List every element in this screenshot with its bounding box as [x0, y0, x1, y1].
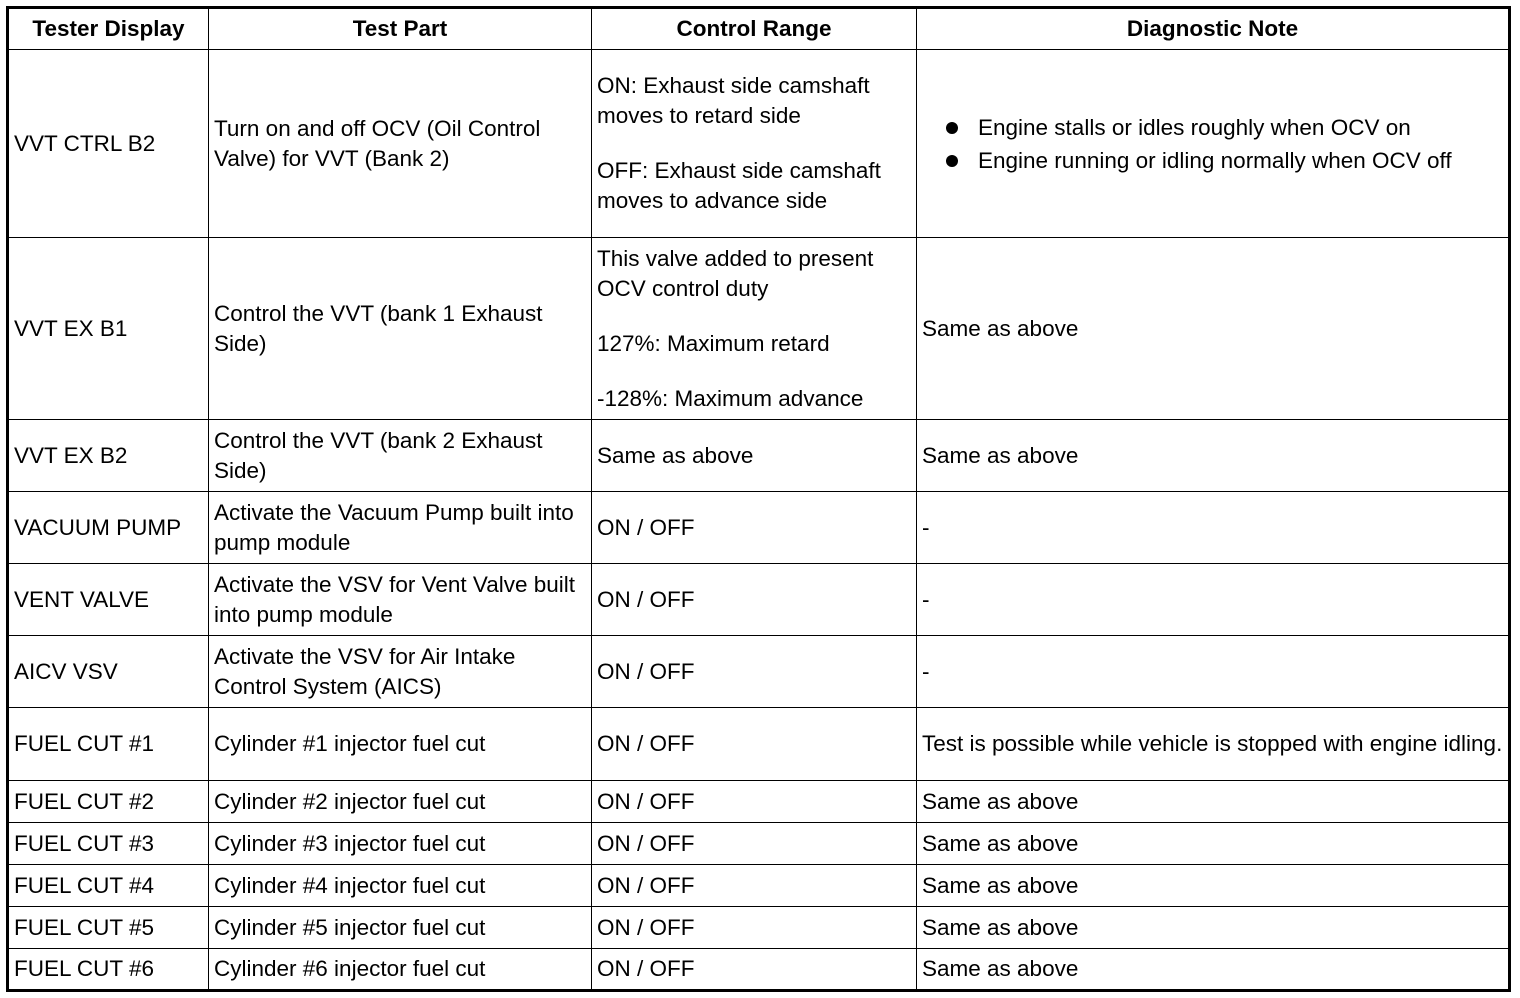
control-range-line: ON: Exhaust side camshaft moves to retard side — [597, 73, 870, 128]
table-row — [8, 865, 1510, 907]
active-test-table — [6, 6, 1511, 992]
tester-display-cell: FUEL CUT #6 — [8, 949, 209, 991]
control-range-cell: ON / OFF — [592, 865, 917, 907]
list-item — [940, 111, 1503, 144]
control-range-line: This valve added to present OCV control duty — [597, 245, 874, 301]
control-range-cell: ON / OFF — [592, 636, 917, 708]
list-item — [940, 144, 1503, 177]
control-range-cell — [592, 238, 917, 420]
control-range-cell: ON / OFF — [592, 708, 917, 781]
test-part-cell: Turn on and off OCV (Oil Control Valve) for VVT (Bank 2) — [209, 50, 592, 238]
control-range-cell: ON / OFF — [592, 949, 917, 991]
test-part-cell: Cylinder #3 injector fuel cut — [209, 823, 592, 865]
diagnostic-note-cell: Same as above — [917, 949, 1510, 991]
test-part-cell: Activate the VSV for Vent Valve built into pump module — [209, 564, 592, 636]
header-row — [8, 8, 1510, 50]
diagnostic-note-cell: Same as above — [917, 238, 1510, 420]
test-part-cell: Cylinder #6 injector fuel cut — [209, 949, 592, 991]
bullet-icon — [946, 122, 958, 134]
control-range-cell: ON / OFF — [592, 823, 917, 865]
diagnostic-note-list — [922, 111, 1503, 177]
control-range-cell: ON / OFF — [592, 564, 917, 636]
test-part-cell: Cylinder #1 injector fuel cut — [209, 708, 592, 781]
header-control-range: Control Range — [592, 8, 917, 50]
diagnostic-note-cell: - — [917, 636, 1510, 708]
control-range-cell: ON / OFF — [592, 492, 917, 564]
tester-display-cell: VENT VALVE — [8, 564, 209, 636]
diagnostic-note-text: Engine stalls or idles roughly when OCV on — [978, 114, 1411, 140]
control-range-cell: ON / OFF — [592, 907, 917, 949]
diagnostic-note-cell: - — [917, 564, 1510, 636]
diagnostic-note-text: Engine running or idling normally when OCV off — [978, 147, 1452, 173]
tester-display-cell: VVT EX B1 — [8, 238, 209, 420]
test-part-cell: Cylinder #2 injector fuel cut — [209, 781, 592, 823]
diagnostic-note-cell: Same as above — [917, 823, 1510, 865]
table-row — [8, 492, 1510, 564]
diagnostic-note-cell: Same as above — [917, 907, 1510, 949]
table-row — [8, 708, 1510, 781]
table-row — [8, 781, 1510, 823]
header-test-part: Test Part — [209, 8, 592, 50]
table-row — [8, 636, 1510, 708]
bullet-icon — [946, 155, 958, 167]
test-part-cell: Activate the VSV for Air Intake Control System (AICS) — [209, 636, 592, 708]
diagnostic-note-cell: Same as above — [917, 420, 1510, 492]
header-tester-display: Tester Display — [8, 8, 209, 50]
diagnostic-note-cell: Same as above — [917, 781, 1510, 823]
diagnostic-note-cell: - — [917, 492, 1510, 564]
table-row — [8, 564, 1510, 636]
control-range-cell: ON / OFF — [592, 781, 917, 823]
tester-display-cell: VVT CTRL B2 — [8, 50, 209, 238]
table-row — [8, 823, 1510, 865]
test-part-cell: Control the VVT (bank 2 Exhaust Side) — [209, 420, 592, 492]
test-part-cell: Activate the Vacuum Pump built into pump module — [209, 492, 592, 564]
control-range-line: -128%: Maximum advance — [597, 385, 864, 411]
table-row — [8, 420, 1510, 492]
table-row — [8, 238, 1510, 420]
tester-display-cell: FUEL CUT #5 — [8, 907, 209, 949]
tester-display-cell: FUEL CUT #4 — [8, 865, 209, 907]
diagnostic-note-cell: Same as above — [917, 865, 1510, 907]
tester-display-cell: FUEL CUT #3 — [8, 823, 209, 865]
diagnostic-note-cell — [917, 50, 1510, 238]
test-part-cell: Cylinder #4 injector fuel cut — [209, 865, 592, 907]
control-range-cell: Same as above — [592, 420, 917, 492]
tester-display-cell: FUEL CUT #2 — [8, 781, 209, 823]
table-row — [8, 949, 1510, 991]
tester-display-cell: AICV VSV — [8, 636, 209, 708]
table-row — [8, 50, 1510, 238]
header-diagnostic-note: Diagnostic Note — [917, 8, 1510, 50]
diagnostic-note-cell: Test is possible while vehicle is stopped with engine idling. — [917, 708, 1510, 781]
tester-display-cell: FUEL CUT #1 — [8, 708, 209, 781]
control-range-cell — [592, 50, 917, 238]
table-row — [8, 907, 1510, 949]
tester-display-cell: VVT EX B2 — [8, 420, 209, 492]
test-part-cell: Control the VVT (bank 1 Exhaust Side) — [209, 238, 592, 420]
control-range-line: 127%: Maximum retard — [597, 330, 830, 356]
test-part-cell: Cylinder #5 injector fuel cut — [209, 907, 592, 949]
tester-display-cell: VACUUM PUMP — [8, 492, 209, 564]
control-range-line: OFF: Exhaust side camshaft moves to advance side — [597, 158, 881, 213]
